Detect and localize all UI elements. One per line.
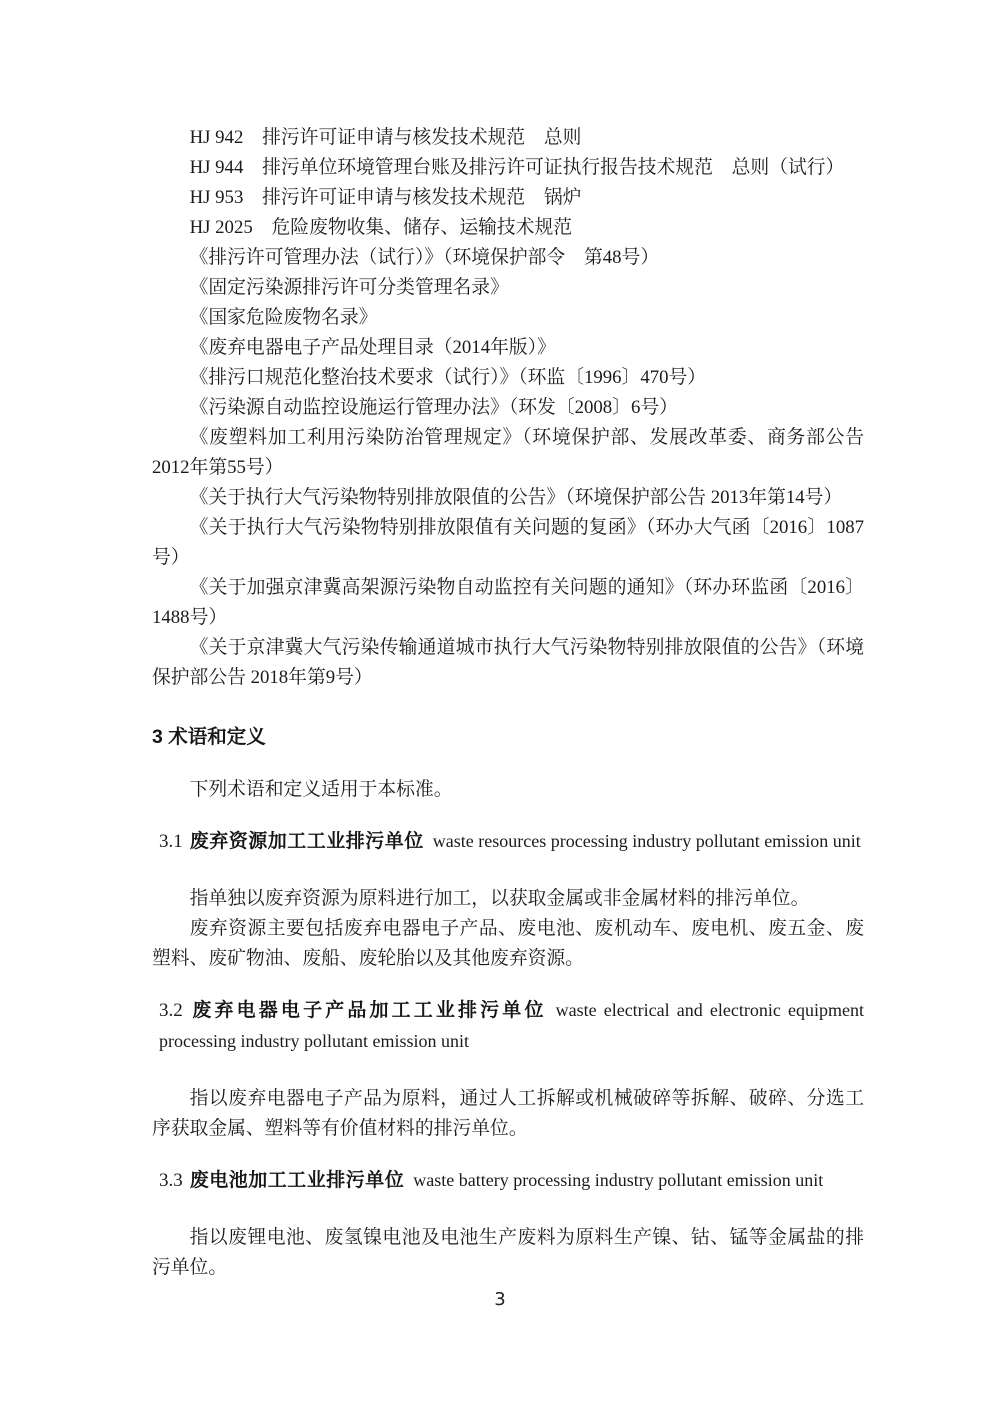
term-name-en: waste battery processing industry pollutant emission unit <box>413 1170 824 1190</box>
reference-item: 《关于执行大气污染物特别排放限值有关问题的复函》（环办大气函〔2016〕1087号） <box>152 517 864 568</box>
reference-item: 《关于加强京津冀高架源污染物自动监控有关问题的通知》（环办环监函〔2016〕1488号） <box>152 577 864 628</box>
term-number: 3.1 <box>159 831 183 852</box>
term-number: 3.2 <box>159 1000 183 1021</box>
reference-item: 《废塑料加工利用污染防治管理规定》（环境保护部、发展改革委、商务部公告 2012年第55号） <box>152 427 864 478</box>
page-body <box>152 123 864 1283</box>
reference-item: 《废弃电器电子产品处理目录（2014年版）》 <box>189 337 556 358</box>
term-name-en: waste electrical and electronic equipment processing industry pollutant emission unit <box>159 1000 864 1051</box>
term-definition: 指单独以废弃资源为原料进行加工，以获取金属或非金属材料的排污单位。 <box>189 888 810 909</box>
reference-item: 《关于执行大气污染物特别排放限值的公告》（环境保护部公告 2013年第14号） <box>189 487 843 508</box>
reference-item: HJ 953 排污许可证申请与核发技术规范 锅炉 <box>189 187 582 208</box>
reference-item: HJ 2025 危险废物收集、储存、运输技术规范 <box>189 217 573 238</box>
term-name-zh: 废弃电器电子产品加工工业排污单位 <box>189 1000 547 1021</box>
term-heading-3-3 <box>152 1165 864 1196</box>
reference-item: 《固定污染源排污许可分类管理名录》 <box>189 277 509 298</box>
page-number: 3 <box>494 1289 506 1310</box>
reference-item: 《排污许可管理办法（试行）》（环境保护部令 第48号） <box>189 247 660 268</box>
reference-item: HJ 942 排污许可证申请与核发技术规范 总则 <box>189 127 582 148</box>
term-name-en: waste resources processing industry pollutant emission unit <box>432 831 861 851</box>
term-number: 3.3 <box>159 1170 183 1191</box>
reference-item: HJ 944 排污单位环境管理台账及排污许可证执行报告技术规范 总则（试行） <box>189 157 845 178</box>
section-intro: 下列术语和定义适用于本标准。 <box>189 779 453 800</box>
section-heading-terms-and-definitions: 3 术语和定义 <box>152 726 266 748</box>
reference-item: 《国家危险废物名录》 <box>189 307 378 328</box>
term-definition: 废弃资源主要包括废弃电器电子产品、废电池、废机动车、废电机、废五金、废塑料、废矿物油、废船、废轮胎以及其他废弃资源。 <box>152 918 864 969</box>
term-definition: 指以废锂电池、废氢镍电池及电池生产废料为原料生产镍、钴、锰等金属盐的排污单位。 <box>152 1227 864 1278</box>
reference-item: 《污染源自动监控设施运行管理办法》（环发〔2008〕6号） <box>189 397 678 418</box>
term-name-zh: 废弃资源加工工业排污单位 <box>189 831 424 852</box>
term-name-zh: 废电池加工工业排污单位 <box>189 1170 405 1191</box>
reference-item: 《排污口规范化整治技术要求（试行）》（环监〔1996〕470号） <box>189 367 707 388</box>
term-definition: 指以废弃电器电子产品为原料，通过人工拆解或机械破碎等拆解、破碎、分选工序获取金属、塑料等有价值材料的排污单位。 <box>152 1088 864 1139</box>
term-heading-3-1 <box>152 826 864 857</box>
term-heading-3-2 <box>152 995 864 1057</box>
references-list <box>152 123 864 693</box>
reference-item: 《关于京津冀大气污染传输通道城市执行大气污染物特别排放限值的公告》（环境保护部公告 2018年第9号） <box>152 637 864 688</box>
